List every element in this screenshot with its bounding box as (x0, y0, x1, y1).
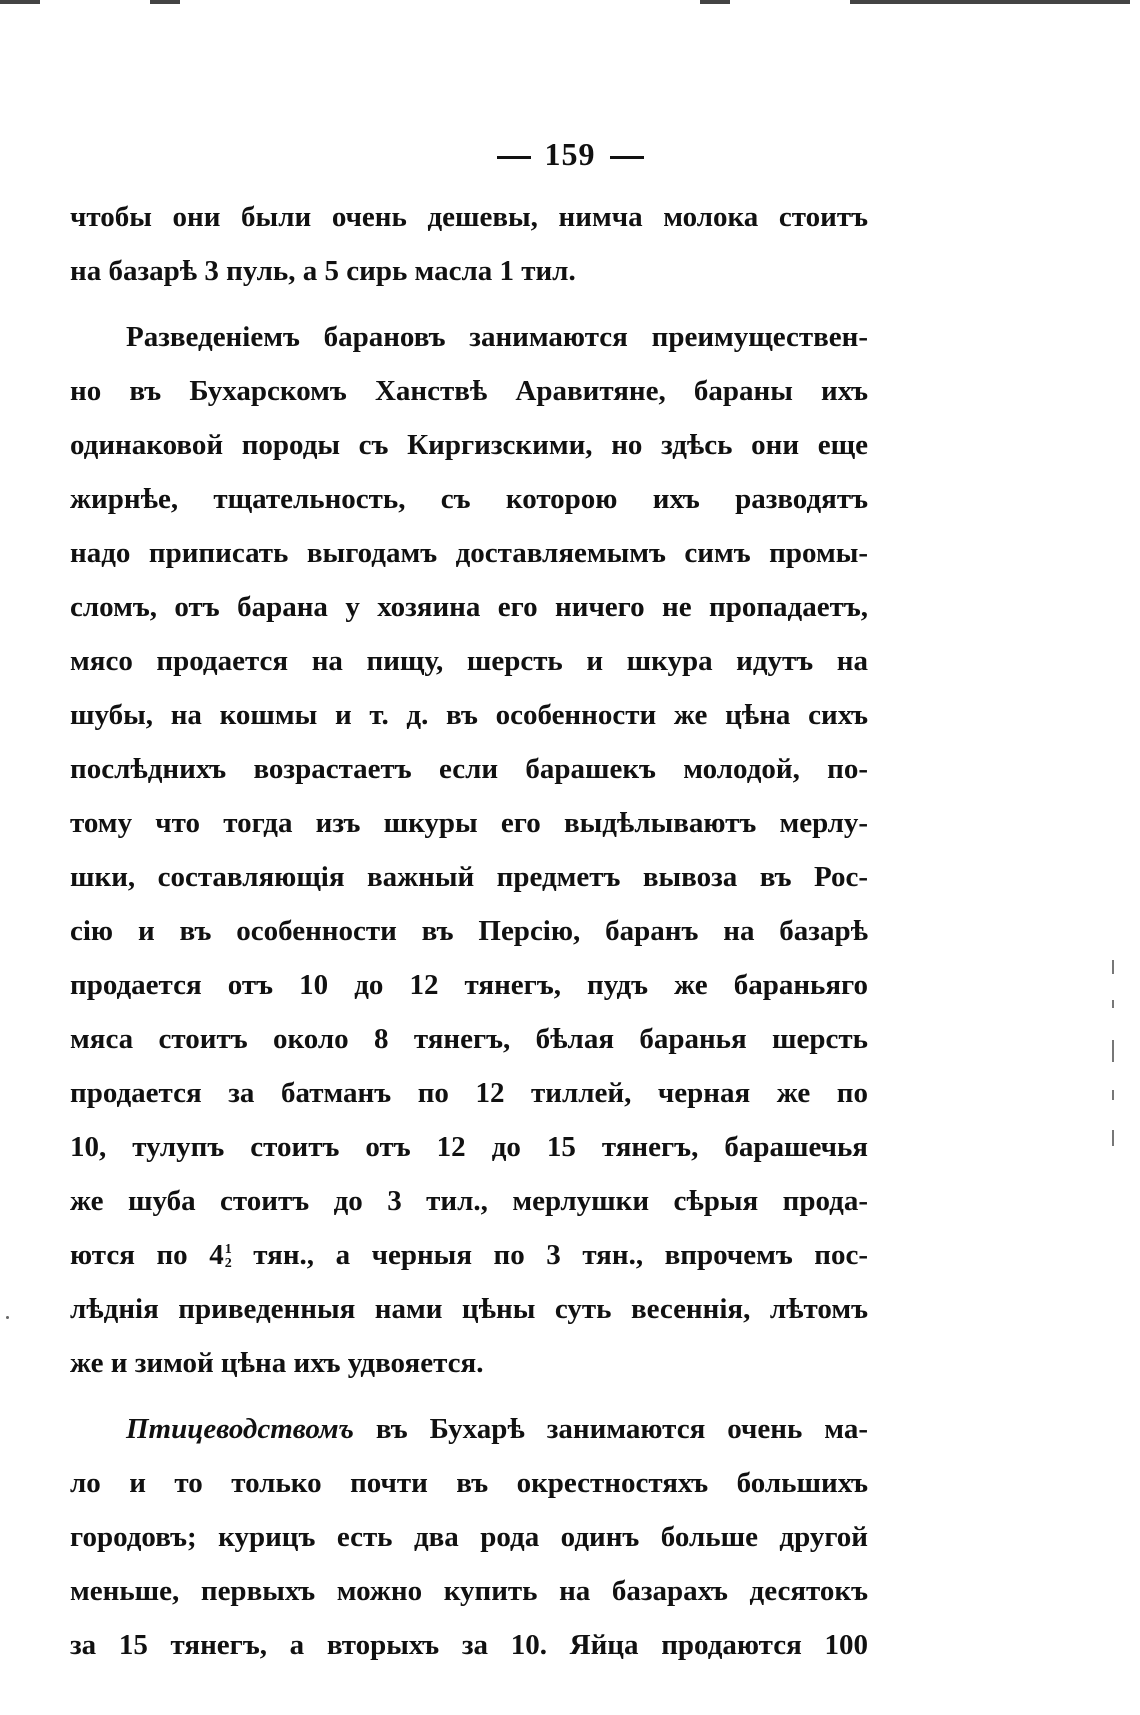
text-line: на базарѣ 3 пуль, а 5 сирь масла 1 тил. (70, 255, 576, 287)
text-line: ло и то только почти въ окрестностяхъ большихъ (70, 1467, 868, 1499)
text-line: городовъ; курицъ есть два рода одинъ больше другой (70, 1521, 868, 1553)
right-dash (610, 156, 644, 159)
text-line: меньше, первыхъ можно купить на базарахъ десятокъ (70, 1575, 868, 1607)
text-line: сломъ, отъ барана у хозяина его ничего не пропадаетъ, (70, 591, 868, 623)
margin-speck (6, 1316, 9, 1319)
fraction (225, 1243, 232, 1271)
text-line: шки, составляющія важный предметъ вывоза въ Рос- (70, 861, 868, 893)
text-line-with-fraction (70, 1228, 868, 1282)
paragraph-start-line (70, 1402, 868, 1456)
text-line: продается отъ 10 до 12 тянегъ, пудъ же бараньяго (70, 969, 868, 1001)
text-line: же шуба стоитъ до 3 тил., мерлушки сѣрыя прода- (70, 1185, 868, 1217)
text-line: одинаковой породы съ Киргизскими, но здѣсь они еще (70, 429, 868, 461)
text-line: мясо продается на пищу, шерсть и шкура идутъ на (70, 645, 868, 677)
text-line: жирнѣе, тщательность, съ которою ихъ разводятъ (70, 483, 868, 515)
italic-term: Птицеводствомъ (126, 1413, 354, 1445)
text-line: послѣднихъ возрастаетъ если барашекъ молодой, по- (70, 753, 868, 785)
paragraph-start-line: Разведеніемъ барановъ занимаются преимуществен- (126, 321, 868, 353)
left-dash (497, 156, 531, 159)
fraction-numerator: 1 (224, 1242, 232, 1258)
scan-top-edge (0, 0, 1140, 6)
text-line: сію и въ особенности въ Персію, баранъ на базарѣ (70, 915, 868, 947)
fraction-whole: 4 (209, 1239, 224, 1271)
text-line: за 15 тянегъ, а вторыхъ за 10. Яйца продаются 100 (70, 1629, 868, 1661)
text-line: лѣднія приведенныя нами цѣны суть весеннія, лѣтомъ (70, 1293, 868, 1325)
page-number (0, 136, 1140, 173)
text-line: чтобы они были очень дешевы, нимча молока стоитъ (70, 201, 868, 233)
text-line: продается за батманъ по 12 тиллей, черная же по (70, 1077, 868, 1109)
text-line: 10, тулупъ стоитъ отъ 12 до 15 тянегъ, барашечья (70, 1131, 868, 1163)
text-line: шубы, на кошмы и т. д. въ особенности же цѣна сихъ (70, 699, 868, 731)
text-segment: въ Бухарѣ занимаются очень ма- (375, 1413, 868, 1445)
text-line: мяса стоитъ около 8 тянегъ, бѣлая баранья шерсть (70, 1023, 868, 1055)
fraction-denominator: 2 (224, 1256, 232, 1272)
text-line: но въ Бухарскомъ Ханствѣ Аравитяне, бараны ихъ (70, 375, 868, 407)
text-segment: ются по (70, 1239, 188, 1271)
text-segment: тян., а черныя по 3 тян., впрочемъ пос- (253, 1239, 868, 1271)
text-line: надо приписать выгодамъ доставляемымъ симъ промы- (70, 537, 868, 569)
body-text (70, 190, 868, 1672)
margin-specks (1112, 960, 1122, 1160)
text-line: тому что тогда изъ шкуры его выдѣлываютъ мерлу- (70, 807, 868, 839)
text-line: же и зимой цѣна ихъ удвояется. (70, 1347, 484, 1379)
page-number-value: 159 (544, 136, 596, 172)
